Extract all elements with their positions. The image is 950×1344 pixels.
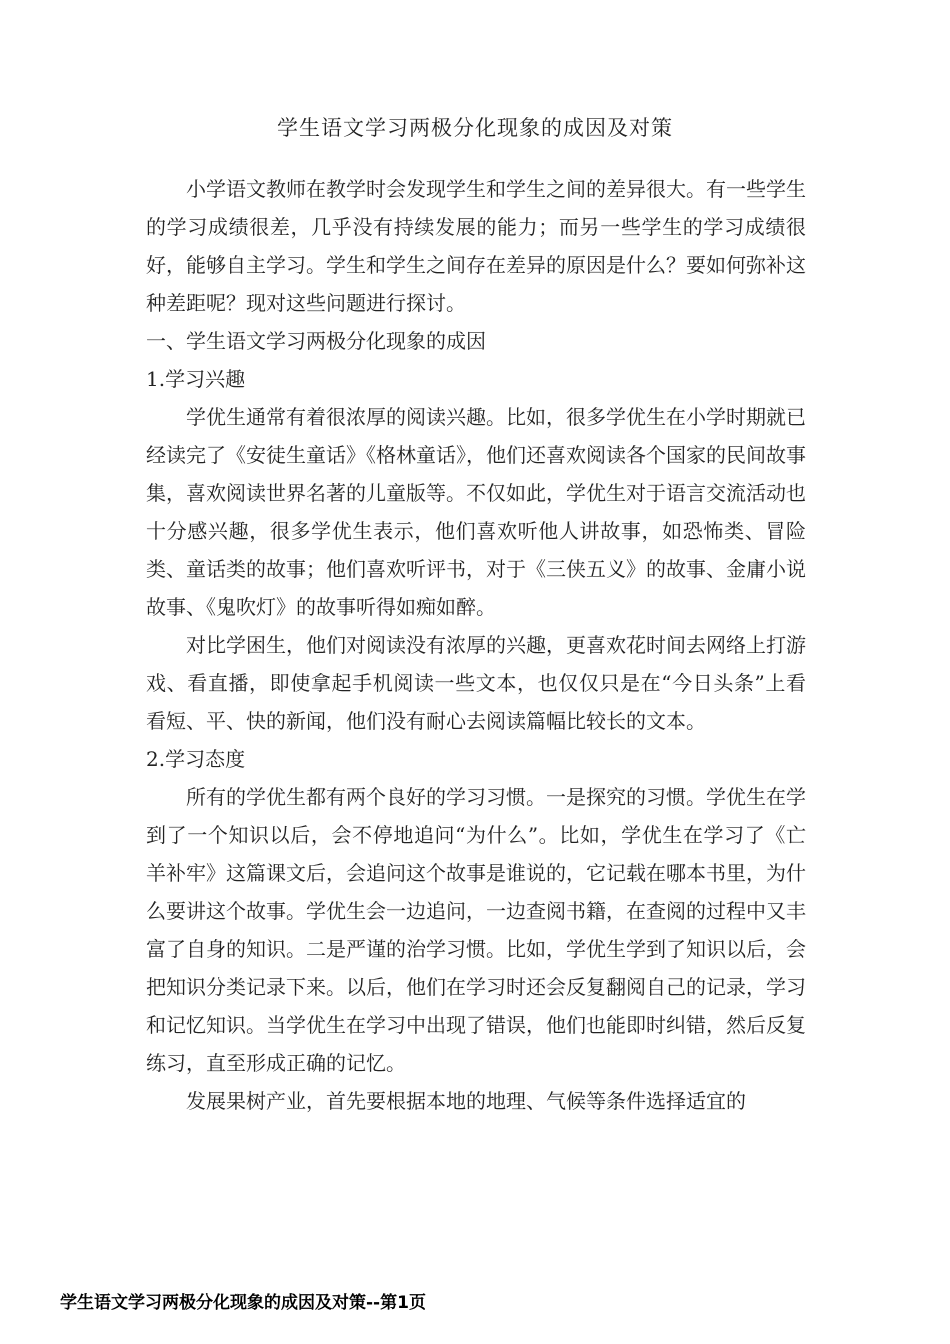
page-footer: 学生语文学习两极分化现象的成因及对策--第1页 [60,1293,426,1313]
subsection-1-heading: 1.学习兴趣 [146,367,246,391]
subsection-2-paragraph-1: 所有的学优生都有两个良好的学习习惯。一是探究的习惯。学优生在学到了一个知识以后，会不停地追问“为什么”。比如，学优生在学习了《亡羊补牢》这篇课文后，会追问这个故事是谁说的，它记载在哪本书里，为什么要讲这个故事。学优生会一边追问，一边查阅书籍，在查阅的过程中又丰富了自身的知识。二是严谨的治学习惯。比如，学优生学到了知识以后，会把知识分类记录下来。以后，他们在学习时还会反复翻阅自己的记录，学习和记忆知识。当学优生在学习中出现了错误，他们也能即时纠错，然后反复练习，直至形成正确的记忆。 [146,785,806,1075]
subsection-2-heading: 2.学习态度 [146,747,246,771]
subsection-2-paragraph-2: 发展果树产业，首先要根据本地的地理、气候等条件选择适宜的 [186,1089,746,1113]
section-1-heading: 一、学生语文学习两极分化现象的成因 [146,329,486,353]
document-title: 学生语文学习两极分化现象的成因及对策 [277,116,673,140]
subsection-1-paragraph-2: 对比学困生，他们对阅读没有浓厚的兴趣，更喜欢花时间去网络上打游戏、看直播，即使拿起手机阅读一些文本，也仅仅只是在“今日头条”上看看短、平、快的新闻，他们没有耐心去阅读篇幅比较长的文本。 [146,633,806,733]
subsection-1-paragraph-1: 学优生通常有着很浓厚的阅读兴趣。比如，很多学优生在小学时期就已经读完了《安徒生童话》《格林童话》，他们还喜欢阅读各个国家的民间故事集，喜欢阅读世界名著的儿童版等。不仅如此，学优生对于语言交流活动也十分感兴趣，很多学优生表示，他们喜欢听他人讲故事，如恐怖类、冒险类、童话类的故事；他们喜欢听评书，对于《三侠五义》的故事、金庸小说故事、《鬼吹灯》的故事听得如痴如醉。 [146,405,806,619]
document-body [146,170,806,1120]
intro-paragraph: 小学语文教师在教学时会发现学生和学生之间的差异很大。有一些学生的学习成绩很差，几乎没有持续发展的能力；而另一些学生的学习成绩很好，能够自主学习。学生和学生之间存在差异的原因是什么？要如何弥补这种差距呢？现对这些问题进行探讨。 [146,177,806,315]
